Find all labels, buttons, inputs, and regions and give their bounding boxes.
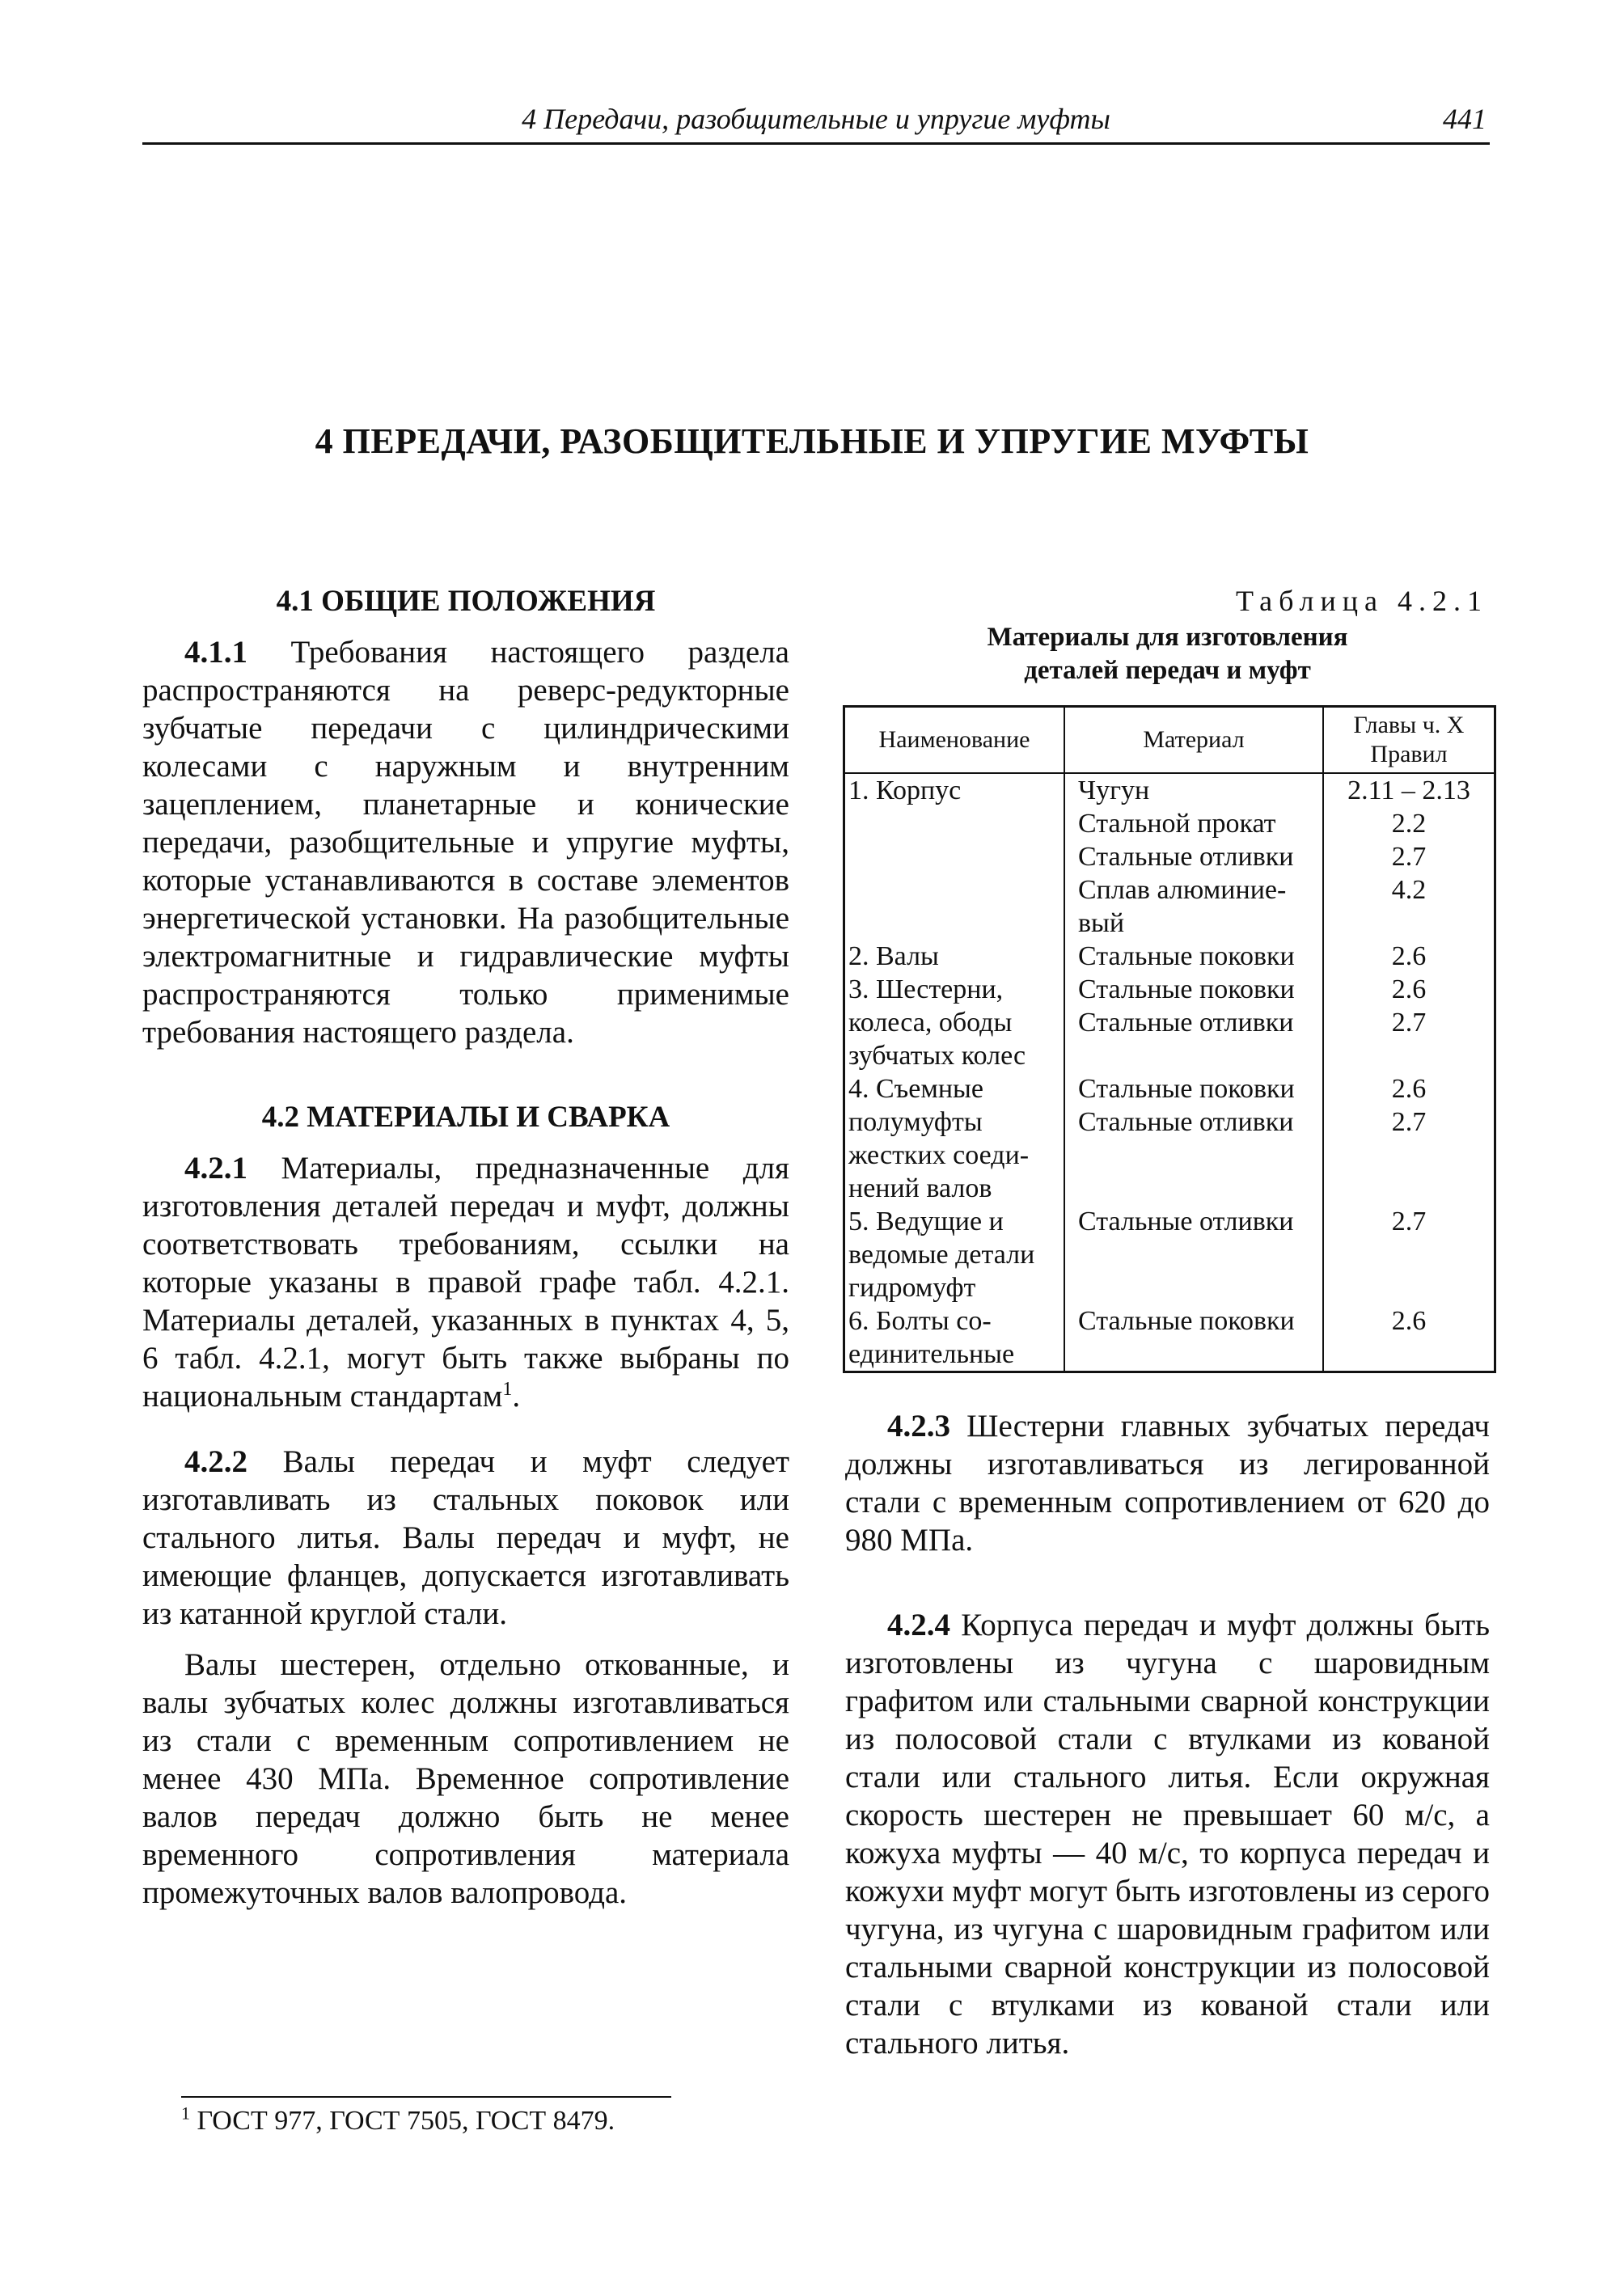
cell-name: нений валов: [844, 1172, 1065, 1205]
cell-rules-chapter: 2.11 – 2.13: [1323, 773, 1495, 807]
footnote-mark: 1: [181, 2103, 190, 2124]
cell-rules-chapter: [1323, 1039, 1495, 1072]
cell-rules-chapter: 4.2: [1323, 873, 1495, 907]
cell-name: 5. Ведущие и: [844, 1205, 1065, 1238]
table-row: [844, 907, 1495, 940]
footnote-divider: [181, 2096, 671, 2098]
section-4-2-title: 4.2 МАТЕРИАЛЫ И СВАРКА: [261, 1101, 670, 1134]
running-header: [142, 102, 1490, 145]
cell-material: Стальные отливки: [1064, 1006, 1323, 1039]
cell-material: вый: [1064, 907, 1323, 940]
paragraph-end: .: [512, 1379, 521, 1414]
paragraph-4-2-2-continued: Валы шестерен, отдельно откованные, и валы зубчатых колес должны изготавливаться из стали с временным сопротивлением не менее 430 МПа. Временное сопротивление валов передач должно быть не менее временного сопротивления материала промежуточных валов валопровода.: [142, 1647, 789, 1910]
header-material: Материал: [1064, 707, 1323, 774]
cell-material: Стальные отливки: [1064, 840, 1323, 873]
table-row: [844, 1006, 1495, 1039]
table-row: [844, 1205, 1495, 1238]
cell-material: [1064, 1172, 1323, 1205]
cell-name: 4. Съемные: [844, 1072, 1065, 1105]
cell-name: [844, 907, 1065, 940]
table-row: [844, 1039, 1495, 1072]
paragraph-number: 4.2.1: [184, 1151, 247, 1186]
cell-name: [844, 807, 1065, 840]
paragraph-text: Корпуса передач и муфт должны быть изготовлены из чугуна с шаровидным графитом или стальными сварной конструкции из полосовой стали с втулками из кованой стали или стального литья. Если окружная скорость шестерен не превышает 60 м/с, а кожуха муфты — 40 м/с, то корпуса передач и кожухи муфт могут быть изготовлены из серого чугуна, из чугуна с шаровидным графитом или стальными сварной конструкции из полосовой стали с втулками из кованой стали или стального литья.: [845, 1608, 1490, 2061]
table-row: [844, 873, 1495, 907]
table-row: [844, 1072, 1495, 1105]
cell-name: [844, 840, 1065, 873]
table-row: [844, 1139, 1495, 1172]
cell-rules-chapter: [1323, 1338, 1495, 1372]
cell-material: Стальные поковки: [1064, 973, 1323, 1006]
table-4-2-1-block: [845, 584, 1490, 1373]
table-row: [844, 840, 1495, 873]
cell-rules-chapter: [1323, 1271, 1495, 1304]
header-name: Наименование: [844, 707, 1065, 774]
table-row: [844, 773, 1495, 807]
table-row: [844, 807, 1495, 840]
cell-name: зубчатых колес: [844, 1039, 1065, 1072]
cell-rules-chapter: 2.7: [1323, 1006, 1495, 1039]
footnote-text: ГОСТ 977, ГОСТ 7505, ГОСТ 8479.: [197, 2106, 615, 2136]
table-row: [844, 1105, 1495, 1139]
table-row: [844, 1238, 1495, 1271]
cell-rules-chapter: 2.2: [1323, 807, 1495, 840]
cell-rules-chapter: 2.6: [1323, 940, 1495, 973]
table-row: [844, 1338, 1495, 1372]
cell-material: [1064, 1238, 1323, 1271]
footnote: [181, 2103, 615, 2140]
cell-rules-chapter: 2.6: [1323, 1304, 1495, 1338]
paragraph-number: 4.2.2: [184, 1444, 247, 1479]
paragraph-text: Шестерни главных зубчатых передач должны изготавливаться из легированной стали с временным сопротивлением от 620 до 980 МПа.: [845, 1409, 1490, 1558]
table-header-row: [844, 707, 1495, 774]
cell-name: полумуфты: [844, 1105, 1065, 1139]
cell-material: Сплав алюминие-: [1064, 873, 1323, 907]
cell-name: 3. Шестерни,: [844, 973, 1065, 1006]
paragraph-text: Материалы, предназначенные для изготовления деталей передач и муфт, должны соответствовать требованиям, ссылки на которые указаны в правой графе табл. 4.2.1. Материалы деталей, указанных в пунктах 4, 5, 6 табл. 4.2.1, могут быть также выбраны по национальным стандартам: [142, 1151, 789, 1414]
cell-material: [1064, 1271, 1323, 1304]
cell-name: 1. Корпус: [844, 773, 1065, 807]
table-body: [844, 773, 1495, 1372]
cell-rules-chapter: [1323, 907, 1495, 940]
cell-rules-chapter: 2.6: [1323, 1072, 1495, 1105]
cell-material: Стальные отливки: [1064, 1105, 1323, 1139]
cell-rules-chapter: [1323, 1172, 1495, 1205]
paragraph-number: 4.1.1: [184, 635, 247, 670]
cell-name: единительные: [844, 1338, 1065, 1372]
chapter-title: 4 ПЕРЕДАЧИ, РАЗОБЩИТЕЛЬНЫЕ И УПРУГИЕ МУФТЫ: [315, 421, 1309, 461]
left-column: [142, 582, 789, 1912]
cell-material: [1064, 1139, 1323, 1172]
cell-name: ведомые детали: [844, 1238, 1065, 1271]
cell-name: [844, 873, 1065, 907]
paragraph-number: 4.2.3: [887, 1409, 950, 1443]
paragraph-4-2-1: [142, 1149, 789, 1415]
paragraph-4-2-4: [845, 1606, 1490, 2062]
cell-material: [1064, 1039, 1323, 1072]
materials-table: [843, 705, 1496, 1373]
cell-material: Стальные отливки: [1064, 1205, 1323, 1238]
paragraph-text: Требования настоящего раздела распространяются на реверс-редукторные зубчатые передачи с цилиндрическими колесами с наружным и внутренним зацеплением, планетарные и конические передачи, разобщительные и упругие муфты, которые устанавливаются в составе элементов энергетической установки. На разобщительные электромагнитные и гидравлические муфты распространяются только применимые требования настоящего раздела.: [142, 635, 789, 1050]
table-row: [844, 973, 1495, 1006]
cell-material: Чугун: [1064, 773, 1323, 807]
table-caption-line-1: Материалы для изготовления: [987, 623, 1348, 652]
cell-rules-chapter: 2.7: [1323, 840, 1495, 873]
page-number: 441: [1443, 103, 1487, 135]
paragraph-number: 4.2.4: [887, 1608, 950, 1642]
paragraph-4-1-1: [142, 633, 789, 1051]
cell-material: Стальной прокат: [1064, 807, 1323, 840]
cell-rules-chapter: [1323, 1238, 1495, 1271]
header-rules-chapters: Главы ч. X Правил: [1323, 707, 1495, 774]
table-label: Таблица 4.2.1: [1236, 585, 1488, 617]
cell-rules-chapter: 2.7: [1323, 1105, 1495, 1139]
table-row: [844, 1271, 1495, 1304]
cell-rules-chapter: 2.6: [1323, 973, 1495, 1006]
cell-material: Стальные поковки: [1064, 1072, 1323, 1105]
table-caption-line-2: деталей передач и муфт: [1024, 656, 1311, 685]
cell-material: Стальные поковки: [1064, 940, 1323, 973]
right-column: [845, 1407, 1490, 2062]
cell-name: 6. Болты со-: [844, 1304, 1065, 1338]
table-row: [844, 940, 1495, 973]
paragraph-4-2-2: [142, 1443, 789, 1633]
cell-name: колеса, ободы: [844, 1006, 1065, 1039]
paragraph-4-2-3: [845, 1407, 1490, 1559]
cell-material: Стальные поковки: [1064, 1304, 1323, 1338]
cell-material: [1064, 1338, 1323, 1372]
footnote-reference: 1: [502, 1379, 513, 1400]
table-row: [844, 1304, 1495, 1338]
cell-name: 2. Валы: [844, 940, 1065, 973]
section-4-1-title: 4.1 ОБЩИЕ ПОЛОЖЕНИЯ: [276, 585, 656, 618]
paragraph-text: Валы передач и муфт следует изготавливать из стальных поковок или стального литья. Валы передач и муфт, не имеющие фланцев, допускается изготавливать из катанной круглой стали.: [142, 1444, 790, 1631]
cell-rules-chapter: [1323, 1139, 1495, 1172]
table-caption: [845, 621, 1490, 687]
cell-name: жестких соеди-: [844, 1139, 1065, 1172]
cell-name: гидромуфт: [844, 1271, 1065, 1304]
table-row: [844, 1172, 1495, 1205]
running-header-title: 4 Передачи, разобщительные и упругие муфты: [522, 103, 1110, 135]
cell-rules-chapter: 2.7: [1323, 1205, 1495, 1238]
